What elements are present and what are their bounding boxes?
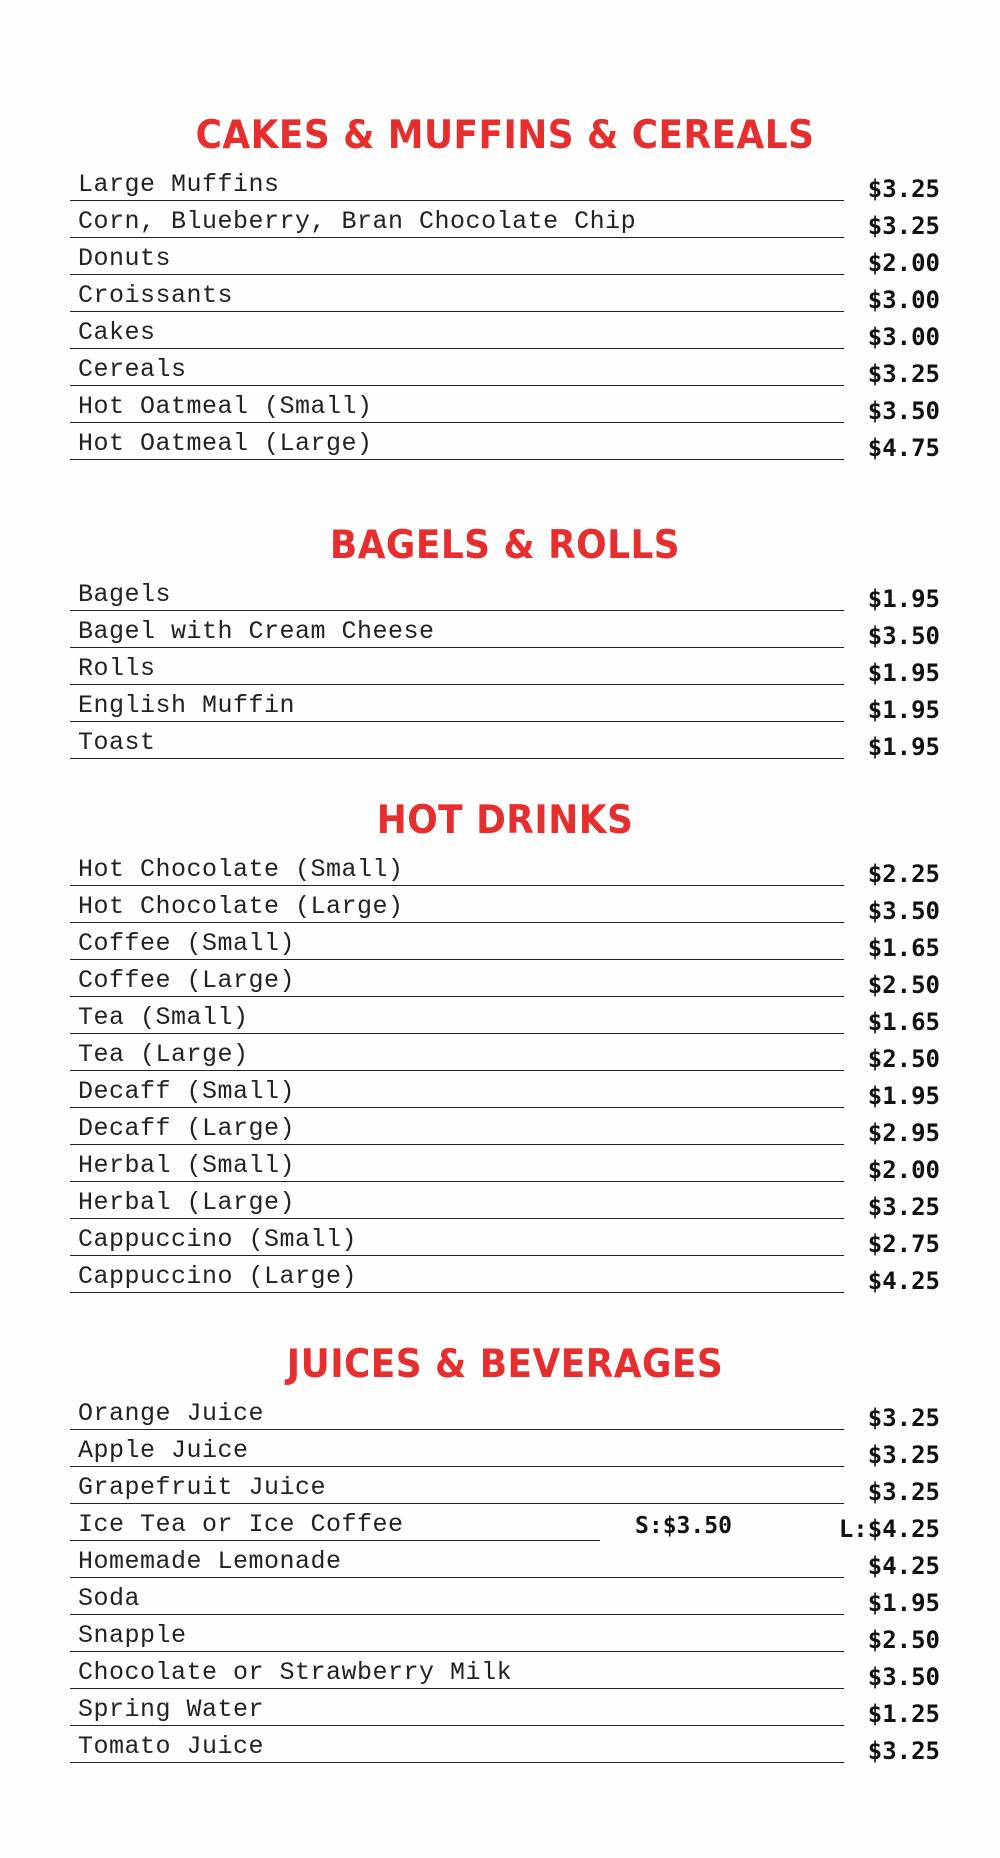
menu-item [70,1034,940,1071]
section-bagels-rolls [70,518,940,759]
menu-item [70,312,940,349]
item-price: $1.95 [867,585,940,613]
item-price: $2.00 [867,249,940,277]
menu-item [70,1182,940,1219]
item-name: Croissants [78,281,234,310]
item-name: Large Muffins [78,170,280,199]
section-hot-drinks [70,793,940,1293]
item-price: $3.50 [867,1663,940,1691]
menu-item [70,1219,940,1256]
item-name: Herbal (Large) [78,1188,296,1217]
item-name: Cappuccino (Large) [78,1262,358,1291]
section-title: BAGELS & ROLLS [329,523,681,568]
item-name: Snapple [78,1621,187,1650]
item-price: $3.50 [867,897,940,925]
menu-item [70,1652,940,1689]
menu-item [70,960,940,997]
item-price: $3.25 [867,1478,940,1506]
menu-item [70,1467,940,1504]
section-title: JUICES & BEVERAGES [286,1342,724,1387]
menu-item [70,349,940,386]
item-name: Tea (Small) [78,1003,249,1032]
item-price: $2.75 [867,1230,940,1258]
menu-item [70,997,940,1034]
menu-item [70,1578,940,1615]
item-name: Coffee (Small) [78,929,296,958]
item-name: Hot Oatmeal (Large) [78,429,373,458]
menu-item [70,849,940,886]
item-underline [70,459,844,460]
item-price-large: L:$4.25 [838,1515,940,1543]
item-name: Herbal (Small) [78,1151,296,1180]
item-name: Cappuccino (Small) [78,1225,358,1254]
item-price: $1.95 [867,733,940,761]
section-juices-beverages [70,1337,940,1763]
item-name: Decaff (Small) [78,1077,296,1106]
menu-item [70,886,940,923]
item-name: Tea (Large) [78,1040,249,1069]
menu-item [70,1430,940,1467]
item-name: Apple Juice [78,1436,249,1465]
menu-item [70,611,940,648]
item-name: Spring Water [78,1695,265,1724]
item-price: $4.75 [867,434,940,462]
items-list [70,1393,940,1763]
item-price: $1.65 [867,934,940,962]
item-price: $1.95 [867,659,940,687]
item-price: $1.25 [867,1700,940,1728]
menu-item [70,1393,940,1430]
item-name: Bagels [78,580,172,609]
item-name: English Muffin [78,691,296,720]
menu-item [70,1256,940,1293]
item-name: Tomato Juice [78,1732,265,1761]
item-price: $2.50 [867,1626,940,1654]
item-underline [70,758,844,759]
item-price: $1.65 [867,1008,940,1036]
item-name: Rolls [78,654,156,683]
item-price: $1.95 [867,1082,940,1110]
section-cakes-muffins-cereals [70,108,940,460]
menu-item [70,1145,940,1182]
menu-item [70,685,940,722]
item-name: Chocolate or Strawberry Milk [78,1658,513,1687]
item-price: $2.25 [867,860,940,888]
item-underline [70,1762,844,1763]
item-price: $3.25 [867,360,940,388]
menu-item [70,722,940,759]
menu-item [70,1541,940,1578]
items-list [70,164,940,460]
section-title: CAKES & MUFFINS & CEREALS [195,113,815,158]
item-name: Homemade Lemonade [78,1547,342,1576]
item-price: $3.25 [867,1441,940,1469]
item-price: $3.50 [867,397,940,425]
item-name: Decaff (Large) [78,1114,296,1143]
item-price: $3.25 [867,1193,940,1221]
item-price: $4.25 [867,1552,940,1580]
item-name: Grapefruit Juice [78,1473,327,1502]
item-price: $2.00 [867,1156,940,1184]
item-name: Hot Oatmeal (Small) [78,392,373,421]
item-price: $3.50 [867,622,940,650]
menu-item [70,238,940,275]
item-name: Toast [78,728,156,757]
item-price: $3.25 [867,212,940,240]
item-name: Cakes [78,318,156,347]
item-price: $3.25 [867,175,940,203]
item-name: Cereals [78,355,187,384]
item-price: $4.25 [867,1267,940,1295]
menu-item [70,423,940,460]
item-price: $3.25 [867,1404,940,1432]
item-name: Hot Chocolate (Small) [78,855,404,884]
menu-item [70,201,940,238]
item-price: $3.00 [867,286,940,314]
menu-item [70,923,940,960]
item-name: Bagel with Cream Cheese [78,617,435,646]
item-price: $1.95 [867,1589,940,1617]
menu-item [70,164,940,201]
menu-item [70,1689,940,1726]
menu-item [70,275,940,312]
section-title: HOT DRINKS [376,798,634,843]
item-name: Orange Juice [78,1399,265,1428]
item-name: Hot Chocolate (Large) [78,892,404,921]
item-price: $2.50 [867,1045,940,1073]
item-price: $2.50 [867,971,940,999]
item-price: $3.00 [867,323,940,351]
menu-item [70,1071,940,1108]
menu-item [70,574,940,611]
menu-item [70,1504,940,1541]
item-price: $2.95 [867,1119,940,1147]
item-name: Donuts [78,244,172,273]
menu-item [70,1726,940,1763]
item-name: Soda [78,1584,141,1613]
item-price: $3.25 [867,1737,940,1765]
item-name: Corn, Blueberry, Bran Chocolate Chip [78,207,637,236]
items-list [70,574,940,759]
menu-item [70,1108,940,1145]
menu-item [70,648,940,685]
item-underline [70,1292,844,1293]
item-price-small: S:$3.50 [635,1513,732,1539]
menu-item [70,386,940,423]
items-list [70,849,940,1293]
menu-item [70,1615,940,1652]
item-name: Coffee (Large) [78,966,296,995]
item-price: $1.95 [867,696,940,724]
item-name: Ice Tea or Ice Coffee [78,1510,404,1539]
